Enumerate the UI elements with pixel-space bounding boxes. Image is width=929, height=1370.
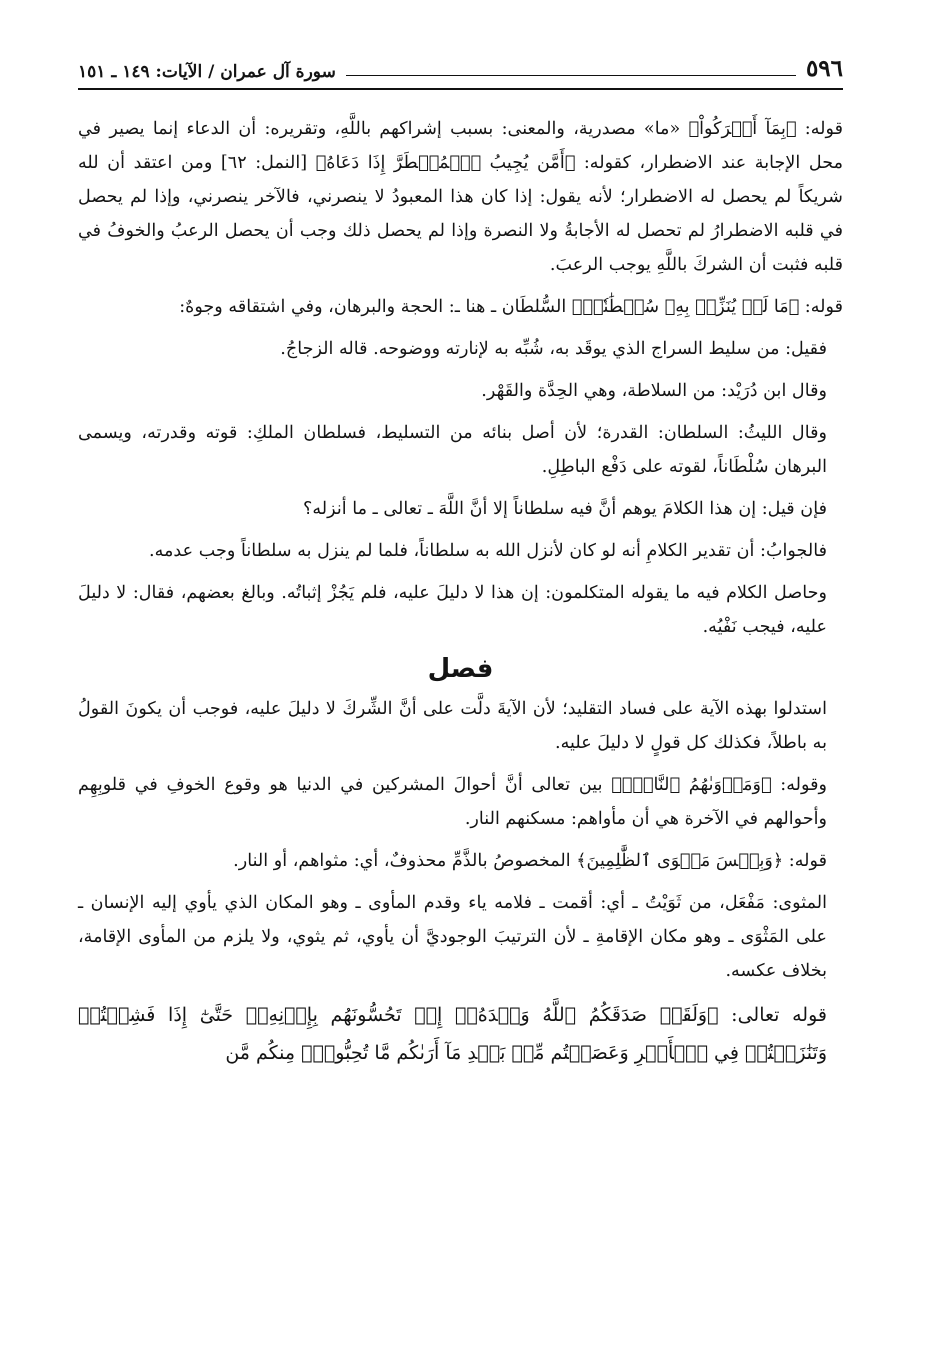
paragraph-ibn-durayd: وقال ابن دُرَيْد: من السلاطة، وهي الحِدَّة والقَهْر.	[481, 381, 827, 401]
paragraph-question: فإن قيل: إن هذا الكلامَ يوهم أنَّ فيه سلطاناً إلا أنَّ اللَّهَ ـ تعالى ـ ما أنزله؟	[303, 499, 827, 519]
paragraph-sultan-definition: قوله: ﴿مَا لَمۡ يُنَزِّلۡ بِهِۦ سُلۡطَٰنٗاۖ﴾ السُّلطَان ـ هنا ـ: الحجة والبرهان، وفي اشتقاقه وجوهٌ:	[179, 297, 843, 317]
header-rule	[346, 75, 796, 76]
paragraph-layth: وقال الليثُ: السلطان: القدرة؛ لأن أصل بنائه من التسليط، فسلطان الملكِ: قوته وقدرته، ويسمى البرهان سُلْطَاناً، لقوته على دَفْع الباطِلِ.	[78, 423, 827, 477]
paragraph-bisa-mathwa: قوله: ﴿وَبِئۡسَ مَثۡوَى ٱلظَّٰلِمِينَ﴾ المخصوصُ بالذَّمِّ محذوفٌ، أي: مثواهم، أو النار.	[233, 851, 827, 871]
book-page	[78, 0, 843, 1370]
running-title: سورة آل عمران / الآيات: ١٤٩ ـ ١٥١	[78, 62, 336, 82]
page-body	[78, 112, 843, 1080]
page-number: ٥٩٦	[805, 55, 843, 82]
paragraph-tafsir-bima-ashraku: قوله: ﴿بِمَآ أَشۡرَكُواْ﴾ «ما» مصدرية، والمعنى: بسبب إشراكهم باللَّهِ، وتقريره: أن الدعاء إنما يصير في محل الإجابة عند الاضطرار، كقوله: ﴿أَمَّن يُجِيبُ ٱلۡمُضۡطَرَّ إِذَا دَعَاهُ﴾ [النمل: ٦٢] ومن اعتقد أن لله شريكاً لم يحصل له الاضطرار؛ لأنه يقول: إذا كان هذا المعبودُ لا ينصرني، فالآخر ينصرني، وإذا لم يحصل في قلبه الاضطرارُ لم تحصل له الأجابةُ ولا النصرة وإذا لم يحصل ذلك وجب أن يحصل الرعبُ والخوفُ في قلبه فثبت أن الشركَ باللَّهِ يوجب الرعبَ.	[78, 119, 843, 275]
paragraph-answer: فالجوابُ: أن تقدير الكلامِ أنه لو كان لأنزل الله به سلطاناً، فلما لم ينزل به سلطاناً وجب عدمه.	[148, 541, 827, 561]
paragraph-zajjaj: فقيل: من سليط السراج الذي يوقَد به، شُبِّه به لإنارته ووضوحه. قاله الزجاجُ.	[280, 339, 827, 359]
section-heading: فصل	[427, 654, 494, 684]
paragraph-mutakallimun: وحاصل الكلام فيه ما يقوله المتكلمون: إن هذا لا دليلَ عليه، فلم يَجُزْ إثباتُه. وبالغ بعضهم، فقال: لا دليلَ عليه، فيجب نَفْيُه.	[78, 583, 827, 637]
paragraph-taqlid: استدلوا بهذه الآية على فساد التقليد؛ لأن الآيةَ دلَّت على أنَّ الشِّركَ لا دليلَ عليه، فوجب أن يكونَ القولُ به باطلاً، فكذلك كل قولٍ لا دليلَ عليه.	[78, 699, 827, 753]
paragraph-verse-152: قوله تعالى: ﴿وَلَقَدۡ صَدَقَكُمُ ٱللَّهُ وَعۡدَهُۥٓ إِذۡ تَحُسُّونَهُم بِإِذۡنِهِۦۖ حَتَّىٰٓ إِذَا فَشِلۡتُمۡ وَتَنَٰزَعۡتُمۡ فِي ٱلۡأَمۡرِ وَعَصَيۡتُم مِّنۢ بَعۡدِ مَآ أَرَىٰكُم مَّا تُحِبُّونَۚ مِنكُم مَّن	[78, 1004, 827, 1064]
paragraph-mawahum: وقوله: ﴿وَمَأۡوَىٰهُمُ ٱلنَّارُۖ﴾ بين تعالى أنَّ أحوالَ المشركين في الدنيا هو وقوع الخوفِ في قلوبِهِم وأحوالهم في الآخرة هي أن مأواهم: مسكنهم النار.	[78, 775, 827, 829]
page-header	[78, 50, 843, 90]
paragraph-mathwa-definition: المثوى: مَفْعَل، من ثَوَيْتُ ـ أي: أقمت ـ فلامه ياء وقدم المأوى ـ وهو المكان الذي يأوي إليه الإنسان ـ على المَثْوَى ـ وهو مكان الإقامةِ ـ لأن الترتيبَ الوجوديَّ أن يأوي، ثم يثوي، ولا يلزم من المأوى الإقامة، بخلاف عكسه.	[78, 893, 827, 981]
